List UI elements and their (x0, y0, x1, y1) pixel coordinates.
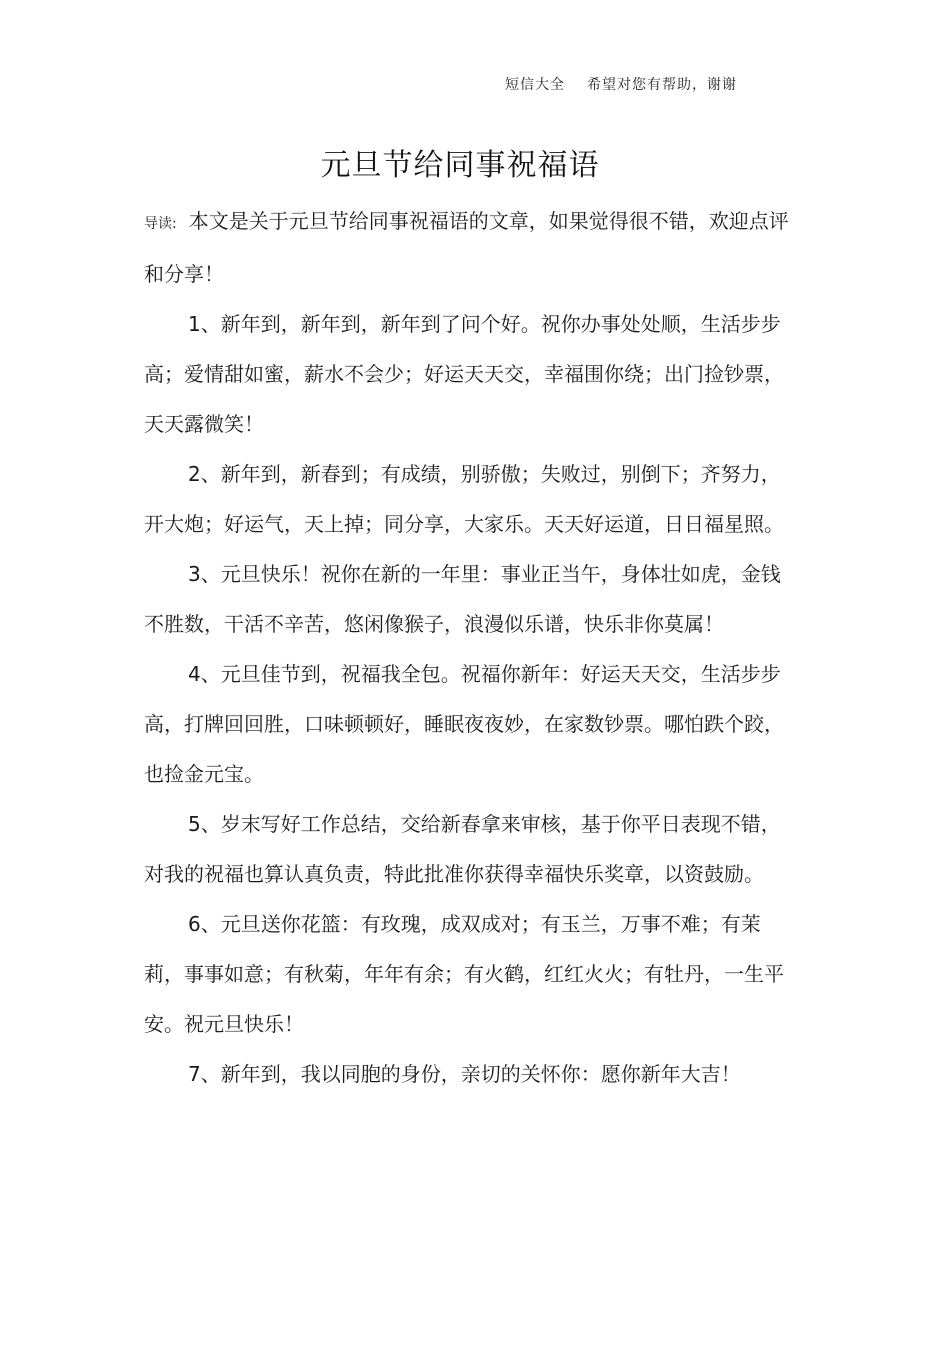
greeting-paragraph-2: 2、新年到，新春到；有成绩，别骄傲；失败过，别倒下；齐努力，开大炮；好运气，天上掉；同分享，大家乐。天天好运道，日日福星照。 (144, 462, 784, 536)
greeting-paragraph-5: 5、岁末写好工作总结，交给新春拿来审核，基于你平日表现不错，对我的祝福也算认真负责，特此批准你获得幸福快乐奖章，以资鼓励。 (144, 812, 781, 886)
page-header (505, 74, 737, 94)
document-title: 元旦节给同事祝福语 (320, 148, 600, 183)
greeting-paragraph-7: 7、新年到，我以同胞的身份，亲切的关怀你：愿你新年大吉！ (188, 1062, 741, 1086)
greeting-paragraph-4: 4、元旦佳节到，祝福我全包。祝福你新年：好运天天交，生活步步高，打牌回回胜，口味顿顿好，睡眠夜夜妙，在家数钞票。哪怕跌个跤，也捡金元宝。 (144, 662, 784, 786)
greeting-paragraph-1: 1、新年到，新年到，新年到了问个好。祝你办事处处顺，生活步步高；爱情甜如蜜，薪水不会少；好运天天交，幸福围你绕；出门捡钞票，天天露微笑！ (144, 312, 784, 436)
intro-paragraph (144, 196, 794, 299)
greeting-paragraph-3: 3、元旦快乐！祝你在新的一年里：事业正当午，身体壮如虎，金钱不胜数，干活不辛苦，悠闲像猴子，浪漫似乐谱，快乐非你莫属！ (144, 562, 781, 636)
greeting-paragraph-6: 6、元旦送你花篮：有玫瑰，成双成对；有玉兰，万事不难；有茉莉，事事如意；有秋菊，年年有余；有火鹤，红红火火；有牡丹，一生平安。祝元旦快乐！ (144, 912, 784, 1036)
header-note: 希望对您有帮助，谢谢 (587, 77, 737, 93)
intro-text: 本文是关于元旦节给同事祝福语的文章，如果觉得很不错，欢迎点评和分享！ (144, 209, 789, 286)
document-body (144, 196, 794, 1099)
intro-label: 导读: (144, 216, 177, 232)
header-site-name: 短信大全 (505, 77, 565, 93)
